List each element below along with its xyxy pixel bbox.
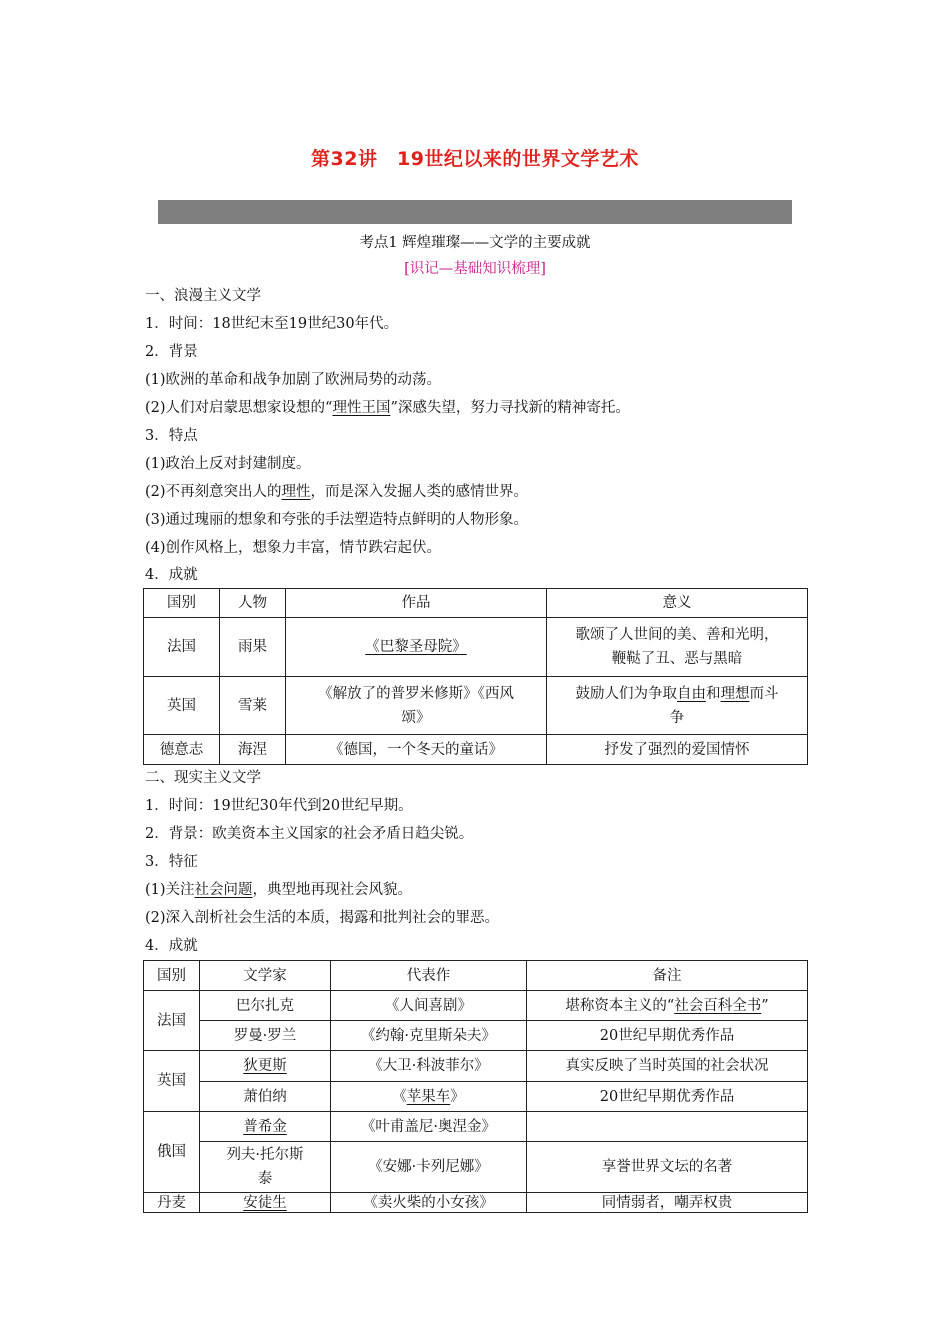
- country-cell: 俄国: [144, 1112, 200, 1193]
- feature-item-1: (1)政治上反对封建制度。: [145, 456, 311, 472]
- knowledge-tag: [识记—基础知识梳理]: [404, 261, 546, 277]
- writer-cell: 萧伯纳: [200, 1082, 331, 1112]
- writer-cell: 安徒生: [200, 1193, 331, 1213]
- romanticism-heading: 一、浪漫主义文学: [145, 288, 261, 304]
- note-cell: 享誉世界文坛的名著: [527, 1142, 808, 1193]
- table-row: [144, 735, 808, 765]
- person-cell: 雪莱: [220, 677, 286, 735]
- work-cell: 《解放了的普罗米修斯》《西风 颂》: [286, 677, 547, 735]
- writer-cell: 罗曼·罗兰: [200, 1021, 331, 1051]
- underlined-term: 理性王国: [332, 400, 391, 416]
- note-cell: [527, 1112, 808, 1142]
- feature-item-3: (3)通过瑰丽的想象和夸张的手法塑造特点鲜明的人物形象。: [145, 512, 529, 528]
- feature-item-2: (2)不再刻意突出人的理性，而是深入发掘人类的感情世界。: [145, 484, 529, 500]
- table-header-cell: 文学家: [200, 961, 331, 991]
- table-header-cell: 备注: [527, 961, 808, 991]
- table-header-row: [144, 961, 808, 991]
- meaning-cell: 鼓励人们为争取自由和理想而斗 争: [547, 677, 808, 735]
- meaning-cell: 歌颂了人世间的美、善和光明， 鞭鞑了丑、恶与黑暗: [547, 618, 808, 677]
- realism-achievements-label: 4．成就: [145, 938, 198, 954]
- note-cell: 真实反映了当时英国的社会状况: [527, 1051, 808, 1082]
- table-header-row: [144, 589, 808, 618]
- underlined-term: 理性: [281, 484, 311, 500]
- writer-cell: 巴尔扎克: [200, 991, 331, 1021]
- realism-feature-1: (1)关注社会问题，典型地再现社会风貌。: [145, 882, 413, 898]
- table-header-cell: 人物: [220, 589, 286, 618]
- writer-cell: 列夫·托尔斯 泰: [200, 1142, 331, 1193]
- work-cell: 《人间喜剧》: [331, 991, 527, 1021]
- country-cell: 德意志: [144, 735, 220, 765]
- work-cell: 《大卫·科波菲尔》: [331, 1051, 527, 1082]
- work-cell: 《德国，一个冬天的童话》: [286, 735, 547, 765]
- section-banner: [158, 200, 792, 224]
- country-cell: 法国: [144, 991, 200, 1051]
- note-cell: 同情弱者，嘲弄权贵: [527, 1193, 808, 1213]
- page-title: 第32讲 19世纪以来的世界文学艺术: [311, 148, 639, 170]
- work-cell: 《巴黎圣母院》: [286, 618, 547, 677]
- table-row: [144, 1082, 808, 1112]
- table-row: [144, 1112, 808, 1142]
- table-header-cell: 国别: [144, 589, 220, 618]
- realism-background: 2．背景：欧美资本主义国家的社会矛盾日趋尖锐。: [145, 826, 474, 842]
- work-cell: 《苹果车》: [331, 1082, 527, 1112]
- kaodian-heading: 考点1 辉煌璀璨——文学的主要成就: [359, 235, 591, 251]
- writer-cell: 狄更斯: [200, 1051, 331, 1082]
- realism-table: [143, 960, 808, 1213]
- realism-feature-2: (2)深入剖析社会生活的本质，揭露和批判社会的罪恶。: [145, 910, 500, 926]
- table-row: [144, 1142, 808, 1193]
- country-cell: 丹麦: [144, 1193, 200, 1213]
- romanticism-table: [143, 588, 808, 765]
- background-item-2: (2)人们对启蒙思想家设想的“理性王国”深感失望，努力寻找新的精神寄托。: [145, 400, 630, 416]
- romanticism-time: 1．时间：18世纪末至19世纪30年代。: [145, 316, 399, 332]
- realism-features-label: 3．特征: [145, 854, 198, 870]
- table-header-cell: 代表作: [331, 961, 527, 991]
- background-item-1: (1)欧洲的革命和战争加剧了欧洲局势的动荡。: [145, 372, 442, 388]
- note-cell: 堪称资本主义的“社会百科全书”: [527, 991, 808, 1021]
- table-row: [144, 1193, 808, 1213]
- country-cell: 法国: [144, 618, 220, 677]
- table-row: [144, 677, 808, 735]
- table-header-cell: 国别: [144, 961, 200, 991]
- person-cell: 海涅: [220, 735, 286, 765]
- table-row: [144, 1021, 808, 1051]
- romanticism-features-label: 3．特点: [145, 428, 198, 444]
- table-row: [144, 991, 808, 1021]
- meaning-cell: 抒发了强烈的爱国情怀: [547, 735, 808, 765]
- realism-time: 1．时间：19世纪30年代到20世纪早期。: [145, 798, 413, 814]
- feature-item-4: (4)创作风格上，想象力丰富，情节跌宕起伏。: [145, 540, 442, 556]
- romanticism-background-label: 2．背景: [145, 344, 198, 360]
- realism-heading: 二、现实主义文学: [145, 770, 261, 786]
- note-cell: 20世纪早期优秀作品: [527, 1021, 808, 1051]
- work-cell: 《约翰·克里斯朵夫》: [331, 1021, 527, 1051]
- writer-cell: 普希金: [200, 1112, 331, 1142]
- country-cell: 英国: [144, 677, 220, 735]
- table-row: [144, 618, 808, 677]
- work-cell: 《安娜·卡列尼娜》: [331, 1142, 527, 1193]
- person-cell: 雨果: [220, 618, 286, 677]
- table-header-cell: 意义: [547, 589, 808, 618]
- table-header-cell: 作品: [286, 589, 547, 618]
- note-cell: 20世纪早期优秀作品: [527, 1082, 808, 1112]
- romanticism-achievements-label: 4．成就: [145, 567, 198, 583]
- work-cell: 《卖火柴的小女孩》: [331, 1193, 527, 1213]
- underlined-term: 社会问题: [194, 882, 253, 898]
- table-row: [144, 1051, 808, 1082]
- work-cell: 《叶甫盖尼·奥涅金》: [331, 1112, 527, 1142]
- country-cell: 英国: [144, 1051, 200, 1112]
